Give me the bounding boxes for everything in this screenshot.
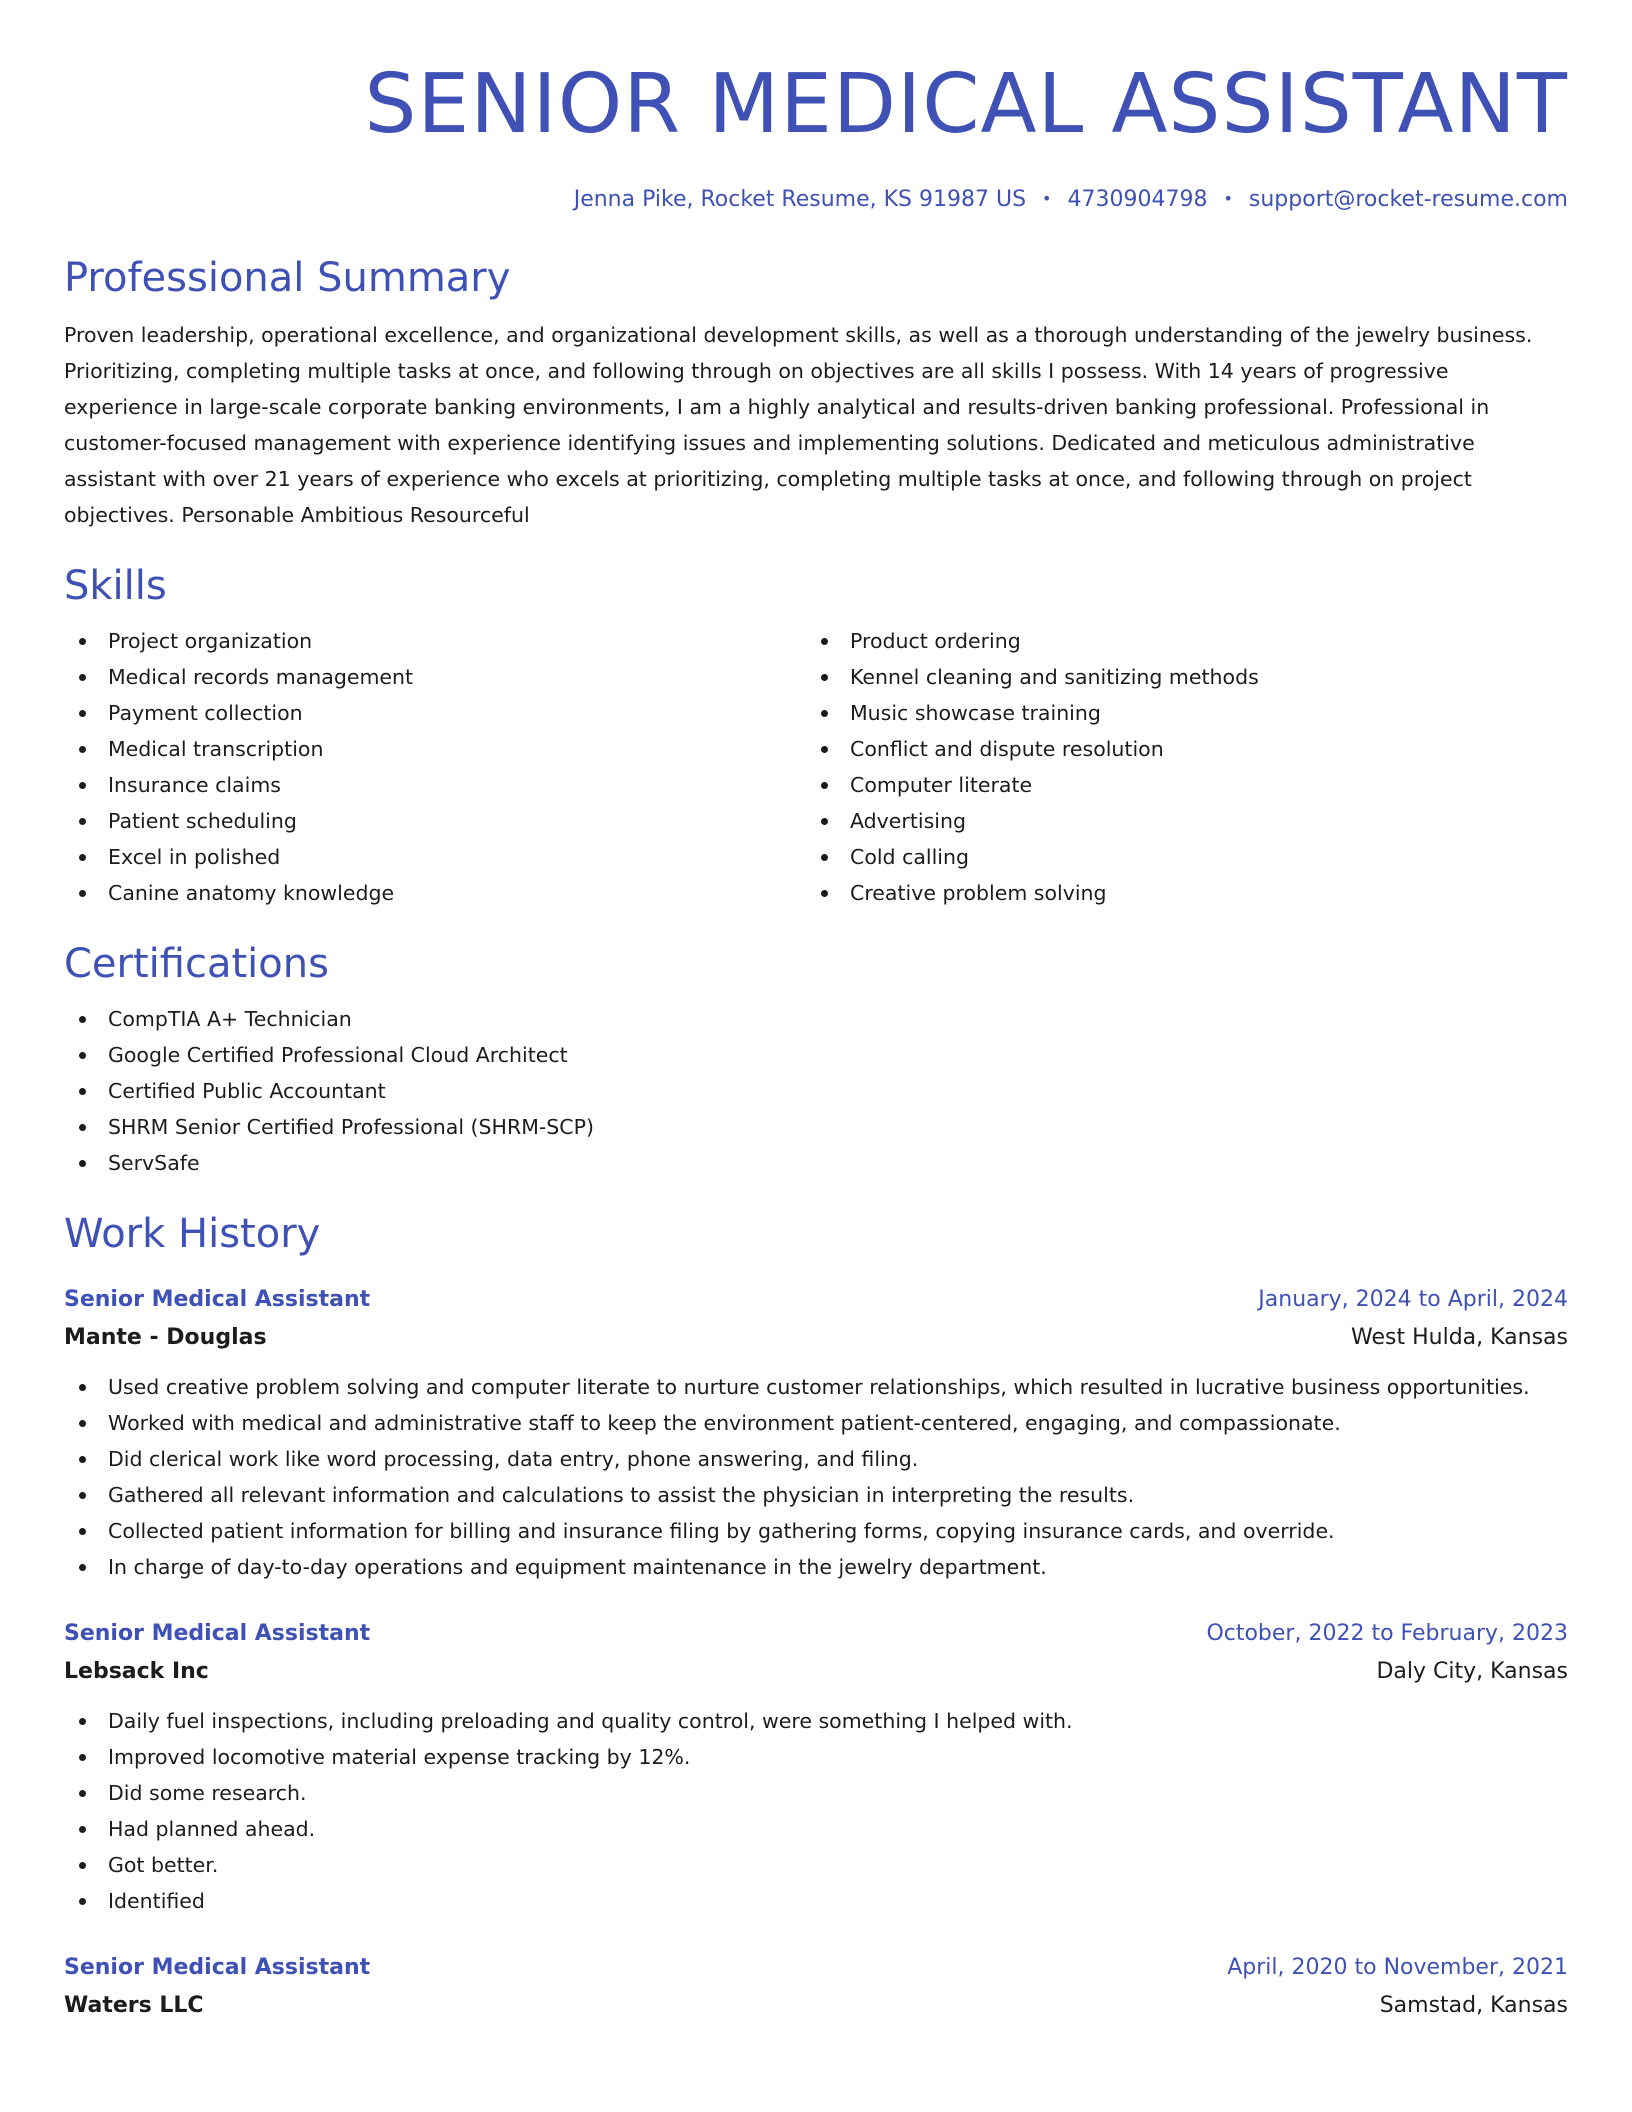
skill-item xyxy=(806,875,1548,911)
skill-item xyxy=(64,623,806,659)
job-duty-item xyxy=(64,1477,1568,1513)
certification-item xyxy=(64,1037,1568,1073)
skill-item-text: Cold calling xyxy=(850,845,970,869)
bullet-icon xyxy=(79,1124,86,1131)
bullet-icon xyxy=(821,746,828,753)
bullet-icon xyxy=(79,1088,86,1095)
bullet-icon xyxy=(79,854,86,861)
summary-heading: Professional Summary xyxy=(64,255,511,301)
skill-item-text: Computer literate xyxy=(850,773,1033,797)
contact-line xyxy=(64,184,1568,215)
job-role: Senior Medical Assistant xyxy=(64,1955,371,1980)
skill-item xyxy=(64,803,806,839)
job-duty-item xyxy=(64,1811,1568,1847)
certifications-list xyxy=(64,1001,1568,1181)
bullet-icon xyxy=(79,1528,86,1535)
job-duty-item-text: In charge of day-to-day operations and equipment maintenance in the jewelry department. xyxy=(108,1555,1047,1579)
skill-item-text: Project organization xyxy=(108,629,313,653)
bullet-icon xyxy=(79,746,86,753)
bullet-icon xyxy=(79,1492,86,1499)
job-duty-item xyxy=(64,1739,1568,1775)
skill-item-text: Music showcase training xyxy=(850,701,1101,725)
skill-item xyxy=(64,767,806,803)
skill-item xyxy=(64,875,806,911)
bullet-icon xyxy=(821,854,828,861)
bullet-icon xyxy=(79,1160,86,1167)
skill-item-text: Canine anatomy knowledge xyxy=(108,881,395,905)
bullet-icon xyxy=(821,710,828,717)
job-company-row xyxy=(64,1653,1568,1691)
skills-column-left xyxy=(64,623,806,911)
contact-phone: 4730904798 xyxy=(1067,187,1208,212)
certification-item-text: Google Certified Professional Cloud Architect xyxy=(108,1043,568,1067)
bullet-icon xyxy=(821,638,828,645)
resume-header xyxy=(64,56,1568,215)
job-duties-list xyxy=(64,1703,1568,1919)
skill-item xyxy=(806,803,1548,839)
skill-item xyxy=(64,731,806,767)
skills-column-right xyxy=(806,623,1548,911)
skills-list-right xyxy=(806,623,1548,911)
skill-item xyxy=(64,695,806,731)
job-duty-item-text: Got better. xyxy=(108,1853,219,1877)
skills-grid xyxy=(64,623,1568,911)
job-duty-item-text: Had planned ahead. xyxy=(108,1817,316,1841)
job-duty-item xyxy=(64,1883,1568,1919)
certification-item xyxy=(64,1073,1568,1109)
contact-separator: • xyxy=(1223,189,1233,208)
job-company: Mante - Douglas xyxy=(64,1325,267,1350)
certification-item-text: SHRM Senior Certified Professional (SHRM-SCP) xyxy=(108,1115,594,1139)
skill-item-text: Advertising xyxy=(850,809,966,833)
job-company-row xyxy=(64,1987,1568,2025)
skill-item-text: Medical records management xyxy=(108,665,414,689)
job-header-row xyxy=(64,1949,1568,1987)
skill-item-text: Conflict and dispute resolution xyxy=(850,737,1164,761)
bullet-icon xyxy=(79,1754,86,1761)
work-history-heading: Work History xyxy=(64,1211,321,1257)
skills-heading: Skills xyxy=(64,563,167,609)
job-dates: January, 2024 to April, 2024 xyxy=(1258,1287,1568,1312)
skill-item-text: Kennel cleaning and sanitizing methods xyxy=(850,665,1259,689)
bullet-icon xyxy=(79,674,86,681)
bullet-icon xyxy=(79,1456,86,1463)
job-duty-item-text: Daily fuel inspections, including preloading and quality control, were something I helped with. xyxy=(108,1709,1073,1733)
bullet-icon xyxy=(79,1790,86,1797)
skill-item xyxy=(806,767,1548,803)
skill-item xyxy=(806,623,1548,659)
certification-item xyxy=(64,1001,1568,1037)
job-duty-item xyxy=(64,1441,1568,1477)
contact-separator: • xyxy=(1042,189,1052,208)
certification-item-text: Certified Public Accountant xyxy=(108,1079,386,1103)
job-duty-item-text: Used creative problem solving and computer literate to nurture customer relationships, which resulted in lucrative business opportunities. xyxy=(108,1375,1530,1399)
job-duty-item xyxy=(64,1775,1568,1811)
skill-item-text: Product ordering xyxy=(850,629,1021,653)
job-company: Waters LLC xyxy=(64,1993,204,2018)
job-duty-item xyxy=(64,1513,1568,1549)
bullet-icon xyxy=(79,638,86,645)
bullet-icon xyxy=(79,1564,86,1571)
job-duty-item-text: Worked with medical and administrative staff to keep the environment patient-centered, engaging, and compassionate. xyxy=(108,1411,1341,1435)
job-header-row xyxy=(64,1615,1568,1653)
job-duty-item xyxy=(64,1847,1568,1883)
job-duty-item xyxy=(64,1369,1568,1405)
certification-item-text: ServSafe xyxy=(108,1151,200,1175)
skill-item xyxy=(64,839,806,875)
job-location: Samstad, Kansas xyxy=(1379,1993,1568,2018)
bullet-icon xyxy=(79,1420,86,1427)
bullet-icon xyxy=(79,782,86,789)
job-dates: October, 2022 to February, 2023 xyxy=(1206,1621,1568,1646)
bullet-icon xyxy=(79,1862,86,1869)
skill-item-text: Payment collection xyxy=(108,701,303,725)
job-duty-item-text: Did some research. xyxy=(108,1781,307,1805)
skill-item xyxy=(806,659,1548,695)
bullet-icon xyxy=(79,1052,86,1059)
certification-item xyxy=(64,1145,1568,1181)
bullet-icon xyxy=(821,890,828,897)
certifications-heading: Certifications xyxy=(64,941,329,987)
summary-text: Proven leadership, operational excellence, and organizational development skills, as well as a thorough understanding of the jewelry business. Prioritizing, completing multiple tasks at once, and following through on objectives are all skills I possess. With 14 years of progressive experience in large-scale corporate banking environments, I am a highly analytical and results-driven banking professional. Professional in customer-focused management with experience identifying issues and implementing solutions. Dedicated and meticulous administrative assistant with over 21 years of experience who excels at prioritizing, completing multiple tasks at once, and following through on project objectives. Personable Ambitious Resourceful xyxy=(64,323,1533,527)
skill-item-text: Patient scheduling xyxy=(108,809,297,833)
job-role: Senior Medical Assistant xyxy=(64,1621,371,1646)
skill-item-text: Insurance claims xyxy=(108,773,281,797)
work-history-list xyxy=(64,1281,1568,2025)
job-duty-item xyxy=(64,1549,1568,1585)
bullet-icon xyxy=(79,1826,86,1833)
skill-item-text: Medical transcription xyxy=(108,737,324,761)
skill-item xyxy=(806,695,1548,731)
contact-address: Jenna Pike, Rocket Resume, KS 91987 US xyxy=(573,187,1027,212)
job-duty-item-text: Improved locomotive material expense tracking by 12%. xyxy=(108,1745,691,1769)
job-entry xyxy=(64,1281,1568,1585)
skill-item xyxy=(806,839,1548,875)
job-duties-list xyxy=(64,1369,1568,1585)
bullet-icon xyxy=(79,1718,86,1725)
job-entry xyxy=(64,1615,1568,1919)
job-duty-item-text: Gathered all relevant information and calculations to assist the physician in interpreting the results. xyxy=(108,1483,1135,1507)
skill-item xyxy=(806,731,1548,767)
job-location: West Hulda, Kansas xyxy=(1351,1325,1568,1350)
page-title: SENIOR MEDICAL ASSISTANT xyxy=(364,57,1568,152)
job-location: Daly City, Kansas xyxy=(1376,1659,1568,1684)
job-entry xyxy=(64,1949,1568,2025)
skill-item-text: Excel in polished xyxy=(108,845,281,869)
skill-item xyxy=(64,659,806,695)
bullet-icon xyxy=(79,818,86,825)
job-duty-item xyxy=(64,1405,1568,1441)
job-duty-item-text: Did clerical work like word processing, data entry, phone answering, and filing. xyxy=(108,1447,919,1471)
job-duty-item-text: Collected patient information for billing and insurance filing by gathering forms, copying insurance cards, and override. xyxy=(108,1519,1335,1543)
job-company: Lebsack Inc xyxy=(64,1659,209,1684)
bullet-icon xyxy=(79,1016,86,1023)
job-role: Senior Medical Assistant xyxy=(64,1287,371,1312)
contact-email: support@rocket-resume.com xyxy=(1248,187,1568,212)
job-dates: April, 2020 to November, 2021 xyxy=(1227,1955,1568,1980)
bullet-icon xyxy=(821,674,828,681)
bullet-icon xyxy=(79,890,86,897)
job-duty-item-text: Identified xyxy=(108,1889,205,1913)
skills-list-left xyxy=(64,623,806,911)
job-company-row xyxy=(64,1319,1568,1357)
bullet-icon xyxy=(821,782,828,789)
bullet-icon xyxy=(79,1898,86,1905)
certification-item-text: CompTIA A+ Technician xyxy=(108,1007,352,1031)
bullet-icon xyxy=(79,710,86,717)
job-header-row xyxy=(64,1281,1568,1319)
certification-item xyxy=(64,1109,1568,1145)
bullet-icon xyxy=(79,1384,86,1391)
skill-item-text: Creative problem solving xyxy=(850,881,1107,905)
bullet-icon xyxy=(821,818,828,825)
job-duty-item xyxy=(64,1703,1568,1739)
